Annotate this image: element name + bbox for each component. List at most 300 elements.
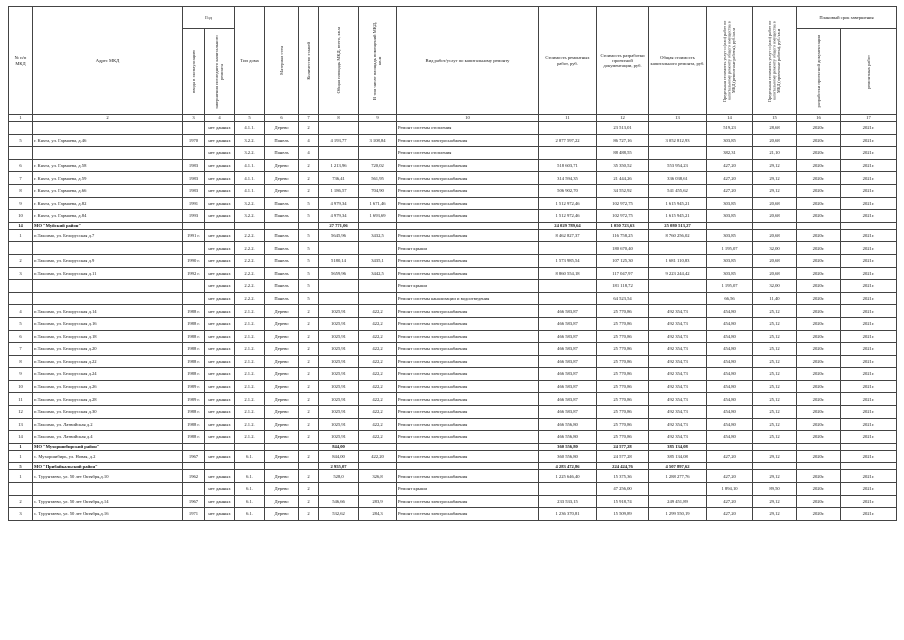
limit-design-cell: 25,12 [753,393,797,406]
work-type-cell: Ремонт системы электроснабжения [397,368,539,381]
repair-cost-cell: 466 583,87 [539,406,597,419]
limit-repair-cell: 303,85 [707,210,753,223]
planned-repair-cell: 2021г. [841,393,897,406]
repair-cost-cell [539,483,597,496]
planned-repair-cell: 2021г. [841,368,897,381]
house-type-cell: 2.2.2. [235,254,265,267]
row-number-cell [9,242,33,255]
header-area-total [319,7,359,115]
limit-design-cell: 32,00 [753,242,797,255]
year-last-repair-cell: нет данных [205,292,235,305]
area-residential-cell: 284,3 [359,508,397,521]
district-total-row [9,443,897,450]
row-number-cell: 11 [9,393,33,406]
work-type-cell: Ремонт системы электроснабжения [397,267,539,280]
house-type-cell: 4.1.1. [235,184,265,197]
limit-repair-cell: 454,80 [707,330,753,343]
design-cost-cell: 102 972,75 [597,210,649,223]
table-row [9,210,897,223]
design-cost-cell: 24 577,28 [597,443,649,450]
total-cost-cell [649,122,707,135]
year-last-repair-cell: нет данных [205,406,235,419]
design-cost-cell: 88 488,55 [597,147,649,160]
year-last-repair-cell: нет данных [205,450,235,463]
address-cell: г. Кяхта, ул. Гармаева, д.66 [33,184,183,197]
planned-repair-cell: 2021г. [841,172,897,185]
design-cost-cell: 25 770,86 [597,380,649,393]
limit-repair-cell: 1 195,07 [707,280,753,293]
design-cost-cell: 25 770,86 [597,368,649,381]
year-commission-cell: 1983 [183,172,205,185]
year-last-repair-cell: нет данных [205,343,235,356]
limit-repair-cell: 427,20 [707,495,753,508]
area-total-cell [319,122,359,135]
work-type-cell: Ремонт системы электроснабжения [397,393,539,406]
repair-cost-cell [539,147,597,160]
planned-repair-cell: 2021г. [841,450,897,463]
house-type-cell: 2.1.2. [235,418,265,431]
row-number-cell: 9 [9,368,33,381]
header-repair-cost: Стоимость ремонтных работ, руб. [539,7,597,115]
limit-design-cell: 29,12 [753,184,797,197]
year-last-repair-cell: нет данных [205,184,235,197]
year-last-repair-cell: нет данных [205,418,235,431]
total-cost-cell [649,280,707,293]
limit-design-cell: 25,12 [753,380,797,393]
design-cost-cell: 25 770,86 [597,431,649,444]
row-number-cell: 6 [9,330,33,343]
header-design-cost: Стоимость разработки проектной документации, руб. [597,7,649,115]
year-commission-cell: 1988 г. [183,317,205,330]
house-type-cell: 3.2.2. [235,134,265,147]
work-type-cell: Ремонт системы отопления [397,147,539,160]
work-type-cell: Ремонт системы электроснабжения [397,343,539,356]
limit-design-cell: 29,12 [753,508,797,521]
repair-cost-cell: 1 573 985,54 [539,254,597,267]
area-total-cell: 736,41 [319,172,359,185]
header-year-last-repair-text: завершения последнего капитального ремонта [214,34,225,109]
house-type-cell: 3.2.2. [235,147,265,160]
design-cost-cell: 181 118,72 [597,280,649,293]
work-type-cell: Ремонт крыши [397,242,539,255]
column-number-cell: 10 [397,115,539,122]
limit-design-cell: 29,12 [753,159,797,172]
work-type-cell: Ремонт системы электроснабжения [397,418,539,431]
year-last-repair-cell: нет данных [205,159,235,172]
area-total-cell: 2 955,07 [319,463,359,470]
planned-design-cell: 2020г. [797,184,841,197]
year-commission-cell: 1988 г. [183,431,205,444]
address-cell: п.Таксимо, ул. Латвийская д.2 [33,418,183,431]
house-type-cell: 2.1.2. [235,368,265,381]
wall-material-cell: Панель [265,267,299,280]
wall-material-cell: Дерево [265,159,299,172]
total-cost-cell: 8 760 256,02 [649,229,707,242]
planned-repair-cell: 2021г. [841,406,897,419]
floors-cell: 2 [299,305,319,318]
house-type-cell: 2.1.2. [235,305,265,318]
limit-repair-cell: 66,56 [707,292,753,305]
area-total-cell [319,242,359,255]
area-residential-cell [359,280,397,293]
wall-material-cell: Дерево [265,330,299,343]
area-residential-cell: 3432,5 [359,229,397,242]
year-commission-cell [183,222,205,229]
year-commission-cell [183,483,205,496]
year-commission-cell: 1970 [183,134,205,147]
work-type-cell: Ремонт системы электроснабжения [397,197,539,210]
area-residential-cell: 422,2 [359,343,397,356]
header-year-commission-text: ввода в эксплуатацию [190,50,196,93]
house-type-cell: 2.1.2. [235,330,265,343]
total-cost-cell: 492 354,73 [649,431,707,444]
year-commission-cell: 1990 г. [183,254,205,267]
total-cost-cell: 25 080 513,27 [649,222,707,229]
repair-cost-cell: 466 583,87 [539,393,597,406]
area-total-cell: 1025,91 [319,317,359,330]
work-type-cell: Ремонт системы электроснабжения [397,470,539,483]
limit-design-cell: 25,12 [753,330,797,343]
design-cost-cell: 25 770,86 [597,305,649,318]
total-cost-cell: 9 223 244,42 [649,267,707,280]
limit-design-cell: 25,12 [753,355,797,368]
area-residential-cell [359,292,397,305]
work-type-cell: Ремонт системы электроснабжения [397,330,539,343]
header-num: № п/п МКД [9,7,33,115]
address-cell: МО "Мухоршибирский район" [33,443,183,450]
address-cell: с. Мухоршибирь, ул. Новая, д.2 [33,450,183,463]
planned-design-cell: 2020г. [797,330,841,343]
floors-cell: 2 [299,431,319,444]
wall-material-cell: Панель [265,197,299,210]
design-cost-cell: 47 256,00 [597,483,649,496]
limit-repair-cell: 454,80 [707,431,753,444]
row-number-cell: 5 [9,134,33,147]
table-body [9,122,897,521]
wall-material-cell: Дерево [265,393,299,406]
total-cost-cell: 1 288 277,76 [649,470,707,483]
limit-repair-cell: 303,85 [707,197,753,210]
wall-material-cell: Панель [265,134,299,147]
house-type-cell: 2.2.2. [235,280,265,293]
header-house-type: Тип дома [235,7,265,115]
area-residential-cell: 1 693,69 [359,210,397,223]
area-residential-cell: 422,2 [359,380,397,393]
area-residential-cell: 422,2 [359,418,397,431]
work-type-cell [397,222,539,229]
total-cost-cell: 492 354,73 [649,406,707,419]
table-row [9,254,897,267]
header-wall-material [265,7,299,115]
header-planned-group: Плановый срок завершения [797,7,897,29]
row-number-cell [9,147,33,160]
planned-design-cell: 2020г. [797,470,841,483]
table-row [9,159,897,172]
year-commission-cell: 1988 г. [183,368,205,381]
design-cost-cell: 1 050 723,63 [597,222,649,229]
wall-material-cell: Дерево [265,483,299,496]
design-cost-cell: 25 770,86 [597,418,649,431]
district-total-row [9,463,897,470]
row-number-cell: 8 [9,184,33,197]
total-cost-cell: 385 134,08 [649,443,707,450]
header-planned-repair [841,29,897,115]
house-type-cell: 3.2.2. [235,197,265,210]
area-total-cell: 844,00 [319,450,359,463]
planned-design-cell: 2020г. [797,159,841,172]
wall-material-cell: Дерево [265,172,299,185]
floors-cell: 2 [299,483,319,496]
work-type-cell: Ремонт системы электроснабжения [397,495,539,508]
column-number-cell: 15 [753,115,797,122]
table-row [9,305,897,318]
planned-repair-cell: 2021г. [841,380,897,393]
total-cost-cell: 492 354,73 [649,355,707,368]
column-number-cell: 12 [597,115,649,122]
wall-material-cell: Панель [265,292,299,305]
year-commission-cell: 1993 [183,210,205,223]
header-address: Адрес МКД [33,7,183,115]
header-limit-design [753,7,797,115]
design-cost-cell: 102 972,75 [597,197,649,210]
year-last-repair-cell: нет данных [205,393,235,406]
design-cost-cell: 24 577,28 [597,450,649,463]
table-row [9,134,897,147]
planned-design-cell: 2020г. [797,393,841,406]
floors-cell: 5 [299,254,319,267]
table-row [9,172,897,185]
year-last-repair-cell: нет данных [205,330,235,343]
row-number-cell: 1 [9,450,33,463]
table-row [9,495,897,508]
total-cost-cell: 1 615 945,21 [649,197,707,210]
work-type-cell [397,463,539,470]
year-commission-cell: 1989 г. [183,380,205,393]
header-limit-design-text: Предельная стоимость услуг и (или) работ по капитальному ремонту общего имущества в МКД (проектные работы), руб./кв.м [766,19,781,102]
total-cost-cell: 1 681 110,83 [649,254,707,267]
total-cost-cell: 492 354,73 [649,418,707,431]
repair-cost-cell: 8 860 554,18 [539,267,597,280]
repair-cost-cell: 466 583,87 [539,305,597,318]
planned-repair-cell: 2021г. [841,254,897,267]
year-last-repair-cell: нет данных [205,172,235,185]
area-residential-cell: 422,20 [359,450,397,463]
planned-repair-cell: 2021г. [841,431,897,444]
planned-repair-cell: 2021г. [841,508,897,521]
repair-cost-cell [539,242,597,255]
row-number-cell: 2 [9,254,33,267]
repair-cost-cell [539,122,597,135]
planned-design-cell: 2020г. [797,450,841,463]
area-residential-cell: 422,2 [359,368,397,381]
table-row [9,343,897,356]
header-planned-design [797,29,841,115]
column-number-cell: 9 [359,115,397,122]
house-type-cell: 2.2.2. [235,242,265,255]
year-commission-cell: 1967 [183,495,205,508]
planned-design-cell: 2020г. [797,267,841,280]
column-number-cell: 13 [649,115,707,122]
wall-material-cell: Дерево [265,368,299,381]
wall-material-cell [265,463,299,470]
column-number-cell: 14 [707,115,753,122]
design-cost-cell: 25 770,86 [597,317,649,330]
house-type-cell [235,443,265,450]
house-type-cell: 6.1. [235,450,265,463]
address-cell: п.Таксимо, ул. Белорусская д.14 [33,305,183,318]
house-type-cell: 2.1.2. [235,393,265,406]
row-number-cell [9,280,33,293]
work-type-cell: Ремонт системы канализации и водоотведения [397,292,539,305]
repair-cost-cell: 4 283 472,86 [539,463,597,470]
row-number-cell: 10 [9,380,33,393]
limit-repair-cell: 454,80 [707,393,753,406]
header-planned-repair-text: ремонтных работ [865,54,871,89]
limit-repair-cell [707,222,753,229]
area-residential-cell [359,443,397,450]
design-cost-cell: 25 770,86 [597,343,649,356]
limit-design-cell [753,222,797,229]
table-row [9,267,897,280]
floors-cell [299,463,319,470]
year-last-repair-cell: нет данных [205,380,235,393]
house-type-cell: 6.1. [235,483,265,496]
area-residential-cell: 422,2 [359,393,397,406]
row-number-cell: 3 [9,508,33,521]
limit-repair-cell: 454,80 [707,317,753,330]
district-total-row [9,222,897,229]
wall-material-cell: Панель [265,147,299,160]
address-cell: с. Турунтаево, ул. 50 лет Октября,д.10 [33,470,183,483]
work-type-cell: Ремонт системы электроснабжения [397,431,539,444]
house-type-cell [235,222,265,229]
house-type-cell: 2.1.2. [235,431,265,444]
repair-cost-cell: 360 556,80 [539,450,597,463]
header-limit-repair-text: Предельная стоимость услуг и (или) работ по капитальному ремонту общего имущества в МКД (ремонтные работы), руб./кв.м [721,19,736,102]
header-total-cost: Общая стоимость капитального ремонта, руб. [649,7,707,115]
total-cost-cell: 553 954,23 [649,159,707,172]
planned-repair-cell: 2021г. [841,330,897,343]
wall-material-cell: Дерево [265,380,299,393]
address-cell: п.Таксимо, ул. Белорусская д.22 [33,355,183,368]
area-residential-cell: 3435,1 [359,254,397,267]
floors-cell: 2 [299,317,319,330]
table-row [9,380,897,393]
column-number-cell: 16 [797,115,841,122]
work-type-cell: Ремонт системы электроснабжения [397,508,539,521]
limit-repair-cell [707,463,753,470]
table-row [9,197,897,210]
planned-design-cell: 2020г. [797,418,841,431]
house-type-cell [235,463,265,470]
area-total-cell: 1025,91 [319,368,359,381]
address-cell: п.Таксимо, ул. Белорусская д.9 [33,254,183,267]
house-type-cell: 3.2.2. [235,210,265,223]
wall-material-cell: Панель [265,280,299,293]
row-number-cell: 1 [9,229,33,242]
wall-material-cell: Дерево [265,418,299,431]
address-cell [33,483,183,496]
wall-material-cell: Дерево [265,184,299,197]
table-row [9,406,897,419]
year-last-repair-cell: нет данных [205,305,235,318]
year-commission-cell: 1983 [183,184,205,197]
house-type-cell: 2.1.2. [235,380,265,393]
repair-cost-cell: 466 583,87 [539,380,597,393]
total-cost-cell: 4 507 897,62 [649,463,707,470]
limit-repair-cell [707,443,753,450]
area-residential-cell [359,463,397,470]
year-last-repair-cell: нет данных [205,483,235,496]
limit-repair-cell: 303,85 [707,254,753,267]
area-residential-cell [359,483,397,496]
planned-design-cell: 2020г. [797,210,841,223]
row-number-cell: 7 [9,343,33,356]
work-type-cell: Ремонт системы электроснабжения [397,159,539,172]
wall-material-cell: Панель [265,242,299,255]
repair-cost-cell: 1 512 972,46 [539,210,597,223]
year-last-repair-cell: нет данных [205,242,235,255]
planned-design-cell: 2020г. [797,292,841,305]
row-number-cell: 12 [9,406,33,419]
year-commission-cell: 1971 [183,508,205,521]
area-residential-cell: 422,2 [359,355,397,368]
wall-material-cell: Панель [265,210,299,223]
row-number-cell: 1 [9,443,33,450]
header-area-residential-text: В том числе площадь помещений МКД, кв.м [372,21,383,100]
year-last-repair-cell: нет данных [205,368,235,381]
year-commission-cell: 1967 [183,450,205,463]
limit-design-cell: 28,68 [753,122,797,135]
total-cost-cell [649,147,707,160]
limit-repair-cell: 303,85 [707,267,753,280]
limit-design-cell: 25,12 [753,431,797,444]
limit-design-cell: 20,68 [753,229,797,242]
limit-design-cell: 29,12 [753,470,797,483]
design-cost-cell: 64 523,54 [597,292,649,305]
address-cell [33,280,183,293]
table-header [9,7,897,122]
area-total-cell: 528,0 [319,470,359,483]
planned-design-cell: 2020г. [797,122,841,135]
area-residential-cell: 422,2 [359,317,397,330]
total-cost-cell: 3 052 812,93 [649,134,707,147]
area-residential-cell: 704,90 [359,184,397,197]
floors-cell: 2 [299,159,319,172]
table-row [9,280,897,293]
column-numbers-row [9,115,897,122]
limit-repair-cell: 427,20 [707,470,753,483]
house-type-cell: 2.2.2. [235,229,265,242]
limit-repair-cell: 427,20 [707,508,753,521]
table-row [9,431,897,444]
planned-design-cell [797,222,841,229]
year-last-repair-cell: нет данных [205,470,235,483]
wall-material-cell: Дерево [265,122,299,135]
address-cell: п.Таксимо, ул. Белорусская д.7 [33,229,183,242]
work-type-cell: Ремонт системы электроснабжения [397,380,539,393]
area-total-cell: 4 979,34 [319,197,359,210]
address-cell [33,242,183,255]
work-type-cell: Ремонт крыши [397,483,539,496]
planned-repair-cell: 2021г. [841,159,897,172]
repair-cost-cell: 506 902,70 [539,184,597,197]
table-row [9,292,897,305]
work-type-cell: Ремонт системы электроснабжения [397,450,539,463]
design-cost-cell: 180 670,40 [597,242,649,255]
total-cost-cell: 492 354,73 [649,305,707,318]
total-cost-cell: 492 354,73 [649,343,707,356]
